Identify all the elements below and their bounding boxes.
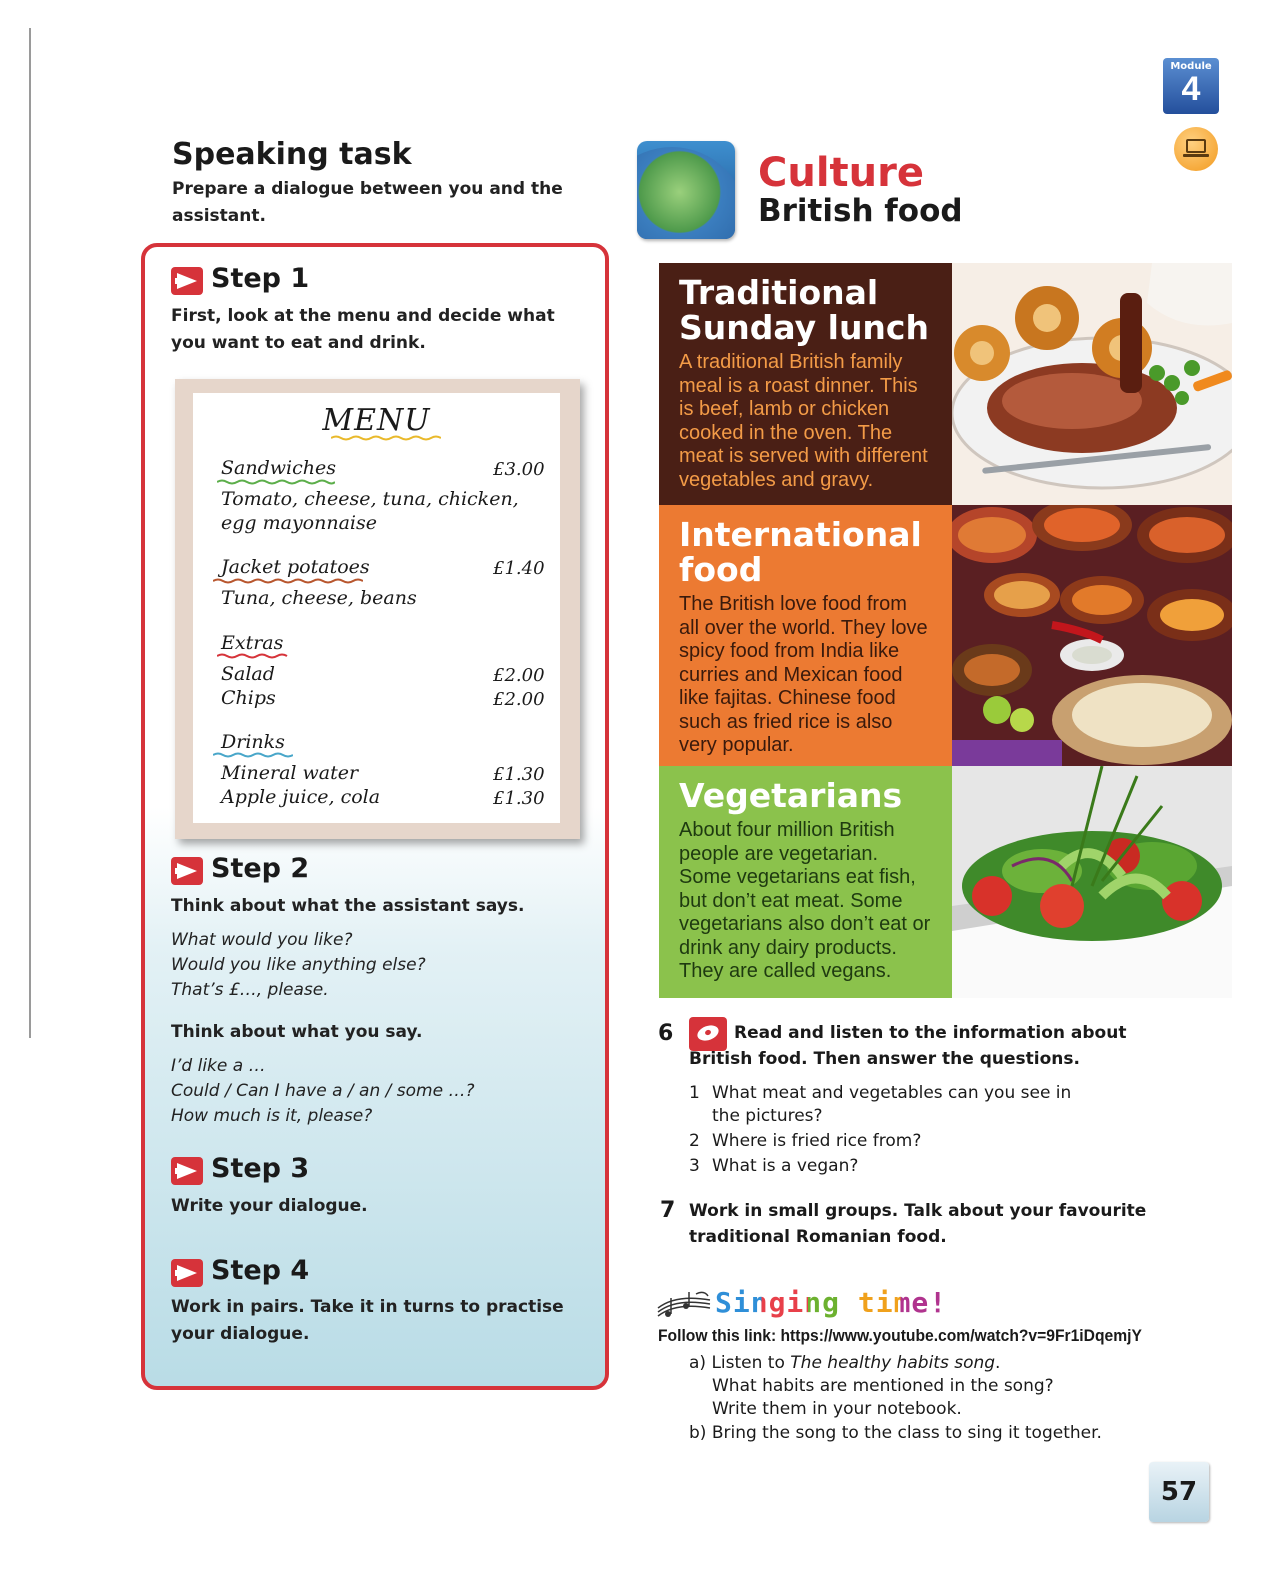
arrow-right-icon (171, 1157, 203, 1185)
food-section-international (659, 505, 952, 766)
module-label: Module (1170, 61, 1212, 72)
arrow-right-icon (171, 267, 203, 295)
menu-title-underline (331, 435, 441, 441)
globe-icon (637, 141, 735, 239)
music-notes-icon (656, 1288, 712, 1322)
song-title: The healthy habits song (790, 1353, 996, 1373)
module-number: 4 (1181, 70, 1201, 108)
extras-underline (217, 653, 289, 659)
menu-extras: Extras (221, 632, 284, 654)
menu-sandwiches: Sandwiches (221, 457, 336, 479)
step-3-label: Step 3 (211, 1153, 310, 1184)
culture-title: Culture (758, 150, 924, 196)
sandwiches-underline (217, 479, 335, 485)
jacket-underline (213, 578, 363, 584)
page-number: 57 (1149, 1462, 1209, 1522)
menu-drinks-price: £1.30 (493, 788, 545, 809)
question-number: 2 (689, 1131, 700, 1151)
singing-task-b: b) Bring the song to the class to sing it together. (689, 1423, 1102, 1443)
computer-icon (1174, 127, 1218, 171)
menu-extras-price: £2.00 (493, 689, 545, 710)
question-number: 3 (689, 1156, 700, 1176)
international-food-photo (952, 505, 1232, 766)
menu-drinks: Drinks (221, 731, 285, 753)
step-4-text: Work in pairs. Take it in turns to practise your dialogue. (171, 1297, 564, 1344)
exercise-6-instruction: Read and listen to the information about (734, 1023, 1127, 1043)
step-2-text-2: Think about what you say. (171, 1022, 423, 1042)
step-2-text: Think about what the assistant says. (171, 896, 525, 916)
speaking-task-panel (141, 243, 609, 1390)
roast-dinner-photo (952, 263, 1232, 505)
exercise-7-instruction: Work in small groups. Talk about your favourite (689, 1201, 1147, 1221)
salad-photo (952, 766, 1232, 998)
menu-drinks-item: Mineral water (221, 762, 359, 784)
question-text: What is a vegan? (712, 1156, 859, 1176)
question-text-2: the pictures? (712, 1106, 823, 1126)
question-text: What meat and vegetables can you see in (712, 1083, 1072, 1103)
menu-jacket-price: £1.40 (493, 558, 545, 579)
menu-sandwiches-desc: Tomato, cheese, tuna, chicken, (221, 488, 519, 510)
food-section-sunday-lunch (659, 263, 952, 505)
section-title: Traditional Sunday lunch (679, 273, 929, 347)
menu-card (175, 379, 580, 839)
singing-time-text: Singing time! (715, 1286, 948, 1319)
page-margin-line (29, 28, 31, 1038)
step-3-text: Write your dialogue. (171, 1196, 368, 1216)
menu-inner (193, 393, 560, 823)
step-4-label: Step 4 (211, 1255, 310, 1286)
section-title: Vegetarians (679, 776, 903, 815)
menu-sandwiches-price: £3.00 (493, 459, 545, 480)
arrow-right-icon (171, 857, 203, 885)
speaking-task-title: Speaking task (172, 137, 412, 172)
assistant-line: That’s £…, please. (171, 980, 329, 1000)
menu-sandwiches-desc2: egg mayonnaise (221, 512, 377, 534)
singing-task-a-3: Write them in your notebook. (712, 1399, 962, 1419)
section-title: International food (679, 515, 922, 589)
exercise-7-number: 7 (660, 1198, 676, 1223)
you-line: I’d like a … (171, 1056, 266, 1076)
food-section-vegetarians (659, 766, 952, 998)
menu-title: MENU (322, 403, 431, 438)
section-body: The British love food from all over the world. They love spicy food from India like curries and Mexican food like fajitas. Chinese food such as fried rice is also very popular. (679, 593, 928, 756)
menu-jacket-potatoes: Jacket potatoes (221, 556, 370, 578)
menu-extras-item: Salad (221, 663, 275, 685)
you-line: How much is it, please? (171, 1106, 373, 1126)
singing-a-suffix: . (995, 1353, 1001, 1373)
speaking-task-subtitle: Prepare a dialogue between you and the assistant. (172, 179, 563, 226)
drinks-underline (213, 752, 293, 758)
exercise-7-instruction-2: traditional Romanian food. (689, 1227, 947, 1247)
youtube-link[interactable]: Follow this link: https://www.youtube.com/watch?v=9Fr1iDqemjY (658, 1326, 1142, 1345)
menu-extras-item: Chips (221, 687, 276, 709)
assistant-line: What would you like? (171, 930, 353, 950)
exercise-6-number: 6 (658, 1021, 674, 1046)
singing-a-prefix: a) Listen to (689, 1353, 791, 1373)
step-1-text: First, look at the menu and decide what you want to eat and drink. (171, 306, 555, 353)
singing-task-a-2: What habits are mentioned in the song? (712, 1376, 1054, 1396)
assistant-line: Would you like anything else? (171, 955, 426, 975)
step-2-label: Step 2 (211, 853, 310, 884)
arrow-right-icon (171, 1259, 203, 1287)
exercise-6-instruction-2: British food. Then answer the questions. (689, 1049, 1080, 1069)
menu-extras-price: £2.00 (493, 665, 545, 686)
section-body: About four million British people are vegetarian. Some vegetarians eat fish, but don’t eat meat. Some vegetarians also don’t eat or drink any dairy products. They are called vegans. (679, 819, 931, 982)
question-text: Where is fried rice from? (712, 1131, 922, 1151)
question-number: 1 (689, 1083, 700, 1103)
singing-time-title (715, 1286, 947, 1319)
you-line: Could / Can I have a / an / some …? (171, 1081, 475, 1101)
module-badge (1163, 58, 1219, 114)
menu-jacket-desc: Tuna, cheese, beans (221, 587, 417, 609)
section-body: A traditional British family meal is a roast dinner. This is beef, lamb or chicken cooked in the oven. The meat is served with different vegetables and gravy. (679, 351, 928, 491)
menu-drinks-price: £1.30 (493, 764, 545, 785)
step-1-label: Step 1 (211, 263, 310, 294)
culture-subtitle: British food (758, 193, 963, 229)
menu-drinks-item: Apple juice, cola (221, 786, 381, 808)
